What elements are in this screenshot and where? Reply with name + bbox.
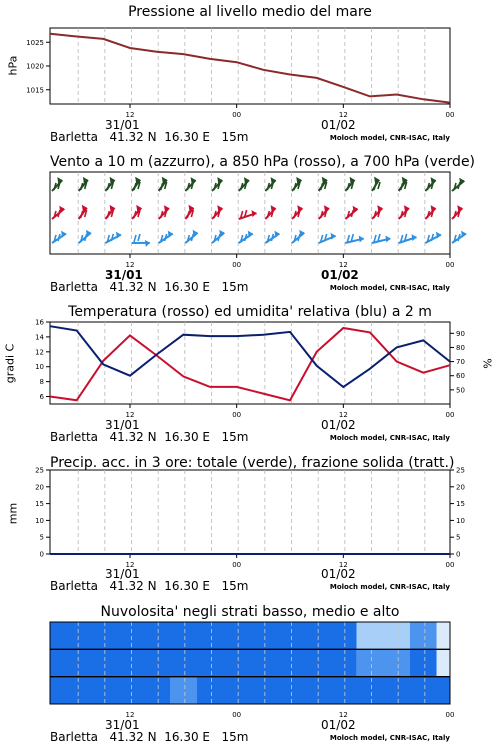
- wind-barb-850: [132, 205, 141, 219]
- location-elev: 15m: [221, 280, 249, 294]
- wind-barb-850: [425, 205, 435, 219]
- location-name: Barletta: [50, 280, 98, 294]
- cloud-title: Nuvolosita' negli strati basso, medio e alto: [100, 604, 400, 620]
- pressure-panel: [0, 4, 500, 144]
- date-label-2: 01/02: [321, 567, 356, 581]
- date-label-2: 01/02: [321, 268, 359, 282]
- cloud-cell-alto: [357, 622, 410, 649]
- cloud-cell-medio: [437, 649, 450, 676]
- pressure-title: Pressione al livello medio del mare: [128, 4, 372, 20]
- date-label-1: 31/01: [105, 718, 140, 732]
- y-tick-label: 5: [456, 533, 461, 542]
- y-tick-label: 6: [39, 393, 44, 402]
- cloud-cell-basso: [50, 677, 170, 704]
- wind-barb-10m: [79, 230, 91, 243]
- pressure-ylabel: hPa: [6, 55, 20, 76]
- wind-barb-700: [372, 177, 380, 191]
- wind-barb-850: [319, 205, 329, 219]
- wind-barb-850: [105, 205, 114, 219]
- cloud-cell-alto: [50, 622, 357, 649]
- wind-barb-850: [239, 210, 257, 219]
- wind-barb-700: [212, 177, 222, 191]
- wind-barb-10m: [212, 230, 224, 243]
- y-tick-label: 16: [35, 318, 44, 327]
- humidity-line: [50, 326, 450, 387]
- date-label-1: 31/01: [105, 118, 140, 132]
- wind-barb-10m: [185, 230, 197, 243]
- location-elev: 15m: [221, 579, 249, 593]
- y-tick-label: 20: [456, 483, 465, 492]
- location-elev: 15m: [221, 430, 249, 444]
- wind-barb-700: [185, 177, 195, 191]
- wind-barb-700: [132, 177, 140, 191]
- wind-chart: [0, 154, 500, 294]
- wind-barb-10m: [105, 232, 121, 243]
- wind-barb-700: [452, 178, 464, 191]
- plot-frame: [50, 470, 450, 554]
- y-tick-label: 80: [456, 343, 465, 352]
- date-label-2: 01/02: [321, 418, 356, 432]
- wind-barb-700: [79, 177, 88, 191]
- temperature-panel: [0, 304, 500, 444]
- location-lat: 41.32 N: [109, 280, 157, 294]
- x-tick-label: 12: [338, 411, 348, 419]
- location-line: [50, 430, 248, 444]
- x-tick-label: 00: [232, 261, 242, 269]
- x-tick-label: 12: [125, 711, 135, 719]
- y-tick-label: 20: [35, 483, 44, 492]
- date-label-2: 01/02: [321, 118, 356, 132]
- cloud-cell-alto: [437, 622, 450, 649]
- wind-barb-850: [52, 206, 64, 219]
- cloud-cell-alto: [410, 622, 437, 649]
- y-tick-label: 25: [35, 466, 44, 475]
- cloud-chart: [0, 604, 500, 750]
- y-tick-label: 10: [35, 516, 44, 525]
- wind-barb-850: [79, 205, 87, 219]
- wind-barb-850: [212, 205, 222, 219]
- x-tick-label: 00: [445, 261, 455, 269]
- y-tick-label: 50: [456, 386, 465, 395]
- model-credit: Moloch model, CNR-ISAC, Italy: [329, 583, 450, 591]
- x-tick-label: 00: [445, 111, 455, 119]
- precip-chart: [0, 455, 500, 595]
- cloud-cell-basso: [170, 677, 197, 704]
- plot-frame: [50, 322, 450, 404]
- model-credit: Moloch model, CNR-ISAC, Italy: [329, 284, 450, 292]
- y-tick-label: 0: [456, 550, 461, 559]
- x-tick-label: 12: [125, 261, 135, 269]
- date-label-1: 31/01: [105, 567, 140, 581]
- x-tick-label: 00: [232, 111, 242, 119]
- x-tick-label: 12: [125, 111, 135, 119]
- wind-barb-850: [345, 206, 357, 219]
- cloud-panel: [0, 604, 500, 750]
- y-tick-label: 5: [39, 533, 44, 542]
- location-name: Barletta: [50, 730, 98, 744]
- wind-title: Vento a 10 m (azzurro), a 850 hPa (rosso), a 700 hPa (verde): [50, 154, 476, 170]
- wind-barb-10m: [159, 231, 173, 243]
- wind-barb-10m: [265, 231, 279, 243]
- y-tick-label: 14: [35, 333, 44, 342]
- date-label-1: 31/01: [105, 268, 143, 282]
- wind-barb-700: [52, 177, 62, 191]
- wind-barb-700: [159, 177, 167, 191]
- x-tick-label: 00: [445, 411, 455, 419]
- cloud-cell-basso: [197, 677, 450, 704]
- wind-barb-700: [265, 177, 275, 191]
- location-line: [50, 280, 248, 294]
- x-tick-label: 00: [232, 411, 242, 419]
- wind-barb-10m: [132, 234, 150, 247]
- y-tick-label: 60: [456, 372, 465, 381]
- y-tick-label: 25: [456, 466, 465, 475]
- wind-barb-700: [239, 177, 249, 191]
- wind-barb-10m: [52, 231, 66, 243]
- x-tick-label: 00: [445, 711, 455, 719]
- wind-barb-10m: [292, 230, 304, 243]
- location-name: Barletta: [50, 130, 98, 144]
- wind-barb-700: [292, 177, 301, 191]
- location-line: [50, 130, 248, 144]
- wind-barb-700: [105, 177, 114, 191]
- x-tick-label: 00: [445, 561, 455, 569]
- wind-panel: [0, 154, 500, 294]
- location-lon: 16.30 E: [164, 579, 210, 593]
- location-lat: 41.32 N: [109, 579, 157, 593]
- wind-barb-850: [399, 205, 409, 219]
- location-name: Barletta: [50, 579, 98, 593]
- y-tick-label: 10: [456, 516, 465, 525]
- cloud-cell-medio: [410, 649, 437, 676]
- location-line: [50, 730, 248, 744]
- wind-barb-700: [345, 177, 354, 191]
- location-lon: 16.30 E: [164, 130, 210, 144]
- y-tick-label: 1025: [26, 38, 44, 47]
- location-lat: 41.32 N: [109, 130, 157, 144]
- wind-barb-10m: [399, 234, 417, 243]
- location-elev: 15m: [221, 130, 249, 144]
- y-tick-label: 15: [35, 500, 44, 509]
- cloud-cell-medio: [357, 649, 410, 676]
- y-tick-label: 0: [39, 550, 44, 559]
- x-tick-label: 12: [125, 411, 135, 419]
- pressure-line: [50, 34, 450, 103]
- wind-barb-850: [452, 205, 462, 219]
- date-label-1: 31/01: [105, 418, 140, 432]
- model-credit: Moloch model, CNR-ISAC, Italy: [329, 134, 450, 142]
- precip-title: Precip. acc. in 3 ore: totale (verde), frazione solida (tratt.): [50, 455, 455, 471]
- wind-barb-850: [159, 205, 169, 219]
- location-lon: 16.30 E: [164, 280, 210, 294]
- wind-barb-10m: [452, 231, 466, 243]
- model-credit: Moloch model, CNR-ISAC, Italy: [329, 734, 450, 742]
- wind-barb-10m: [345, 234, 363, 243]
- y-tick-label: 8: [39, 378, 44, 387]
- precip-panel: [0, 455, 500, 595]
- precip-ylabel: mm: [6, 502, 20, 525]
- wind-barb-850: [372, 205, 382, 219]
- wind-barb-850: [292, 205, 302, 219]
- wind-barb-10m: [425, 232, 441, 243]
- y-tick-label: 1020: [26, 62, 44, 71]
- wind-barb-850: [185, 205, 193, 219]
- humidity-ylabel: %: [481, 358, 495, 369]
- temperature-line: [50, 328, 450, 400]
- location-lat: 41.32 N: [109, 730, 157, 744]
- y-tick-label: 90: [456, 329, 465, 338]
- temperature-ylabel: gradi C: [3, 343, 17, 384]
- y-tick-label: 15: [456, 500, 465, 509]
- location-lat: 41.32 N: [109, 430, 157, 444]
- pressure-chart: [0, 4, 500, 144]
- model-credit: Moloch model, CNR-ISAC, Italy: [329, 434, 450, 442]
- x-tick-label: 00: [232, 711, 242, 719]
- location-line: [50, 579, 248, 593]
- y-tick-label: 10: [35, 363, 44, 372]
- wind-barb-10m: [319, 233, 336, 243]
- x-tick-label: 12: [338, 561, 348, 569]
- x-tick-label: 12: [338, 711, 348, 719]
- cloud-cell-medio: [50, 649, 357, 676]
- wind-barb-10m: [239, 231, 253, 243]
- wind-barb-10m: [372, 234, 390, 243]
- date-label-2: 01/02: [321, 718, 356, 732]
- location-name: Barletta: [50, 430, 98, 444]
- wind-barb-700: [425, 177, 435, 191]
- location-lon: 16.30 E: [164, 730, 210, 744]
- wind-barb-700: [319, 177, 327, 191]
- y-tick-label: 12: [35, 348, 44, 357]
- temperature-chart: [0, 304, 500, 444]
- wind-barb-850: [265, 205, 275, 219]
- x-tick-label: 00: [232, 561, 242, 569]
- temperature-title: Temperatura (rosso) ed umidita' relativa (blu) a 2 m: [68, 304, 432, 320]
- y-tick-label: 70: [456, 358, 465, 367]
- x-tick-label: 12: [338, 261, 348, 269]
- location-lon: 16.30 E: [164, 430, 210, 444]
- x-tick-label: 12: [125, 561, 135, 569]
- x-tick-label: 12: [338, 111, 348, 119]
- y-tick-label: 1015: [26, 86, 44, 95]
- wind-barb-700: [399, 177, 407, 191]
- location-elev: 15m: [221, 730, 249, 744]
